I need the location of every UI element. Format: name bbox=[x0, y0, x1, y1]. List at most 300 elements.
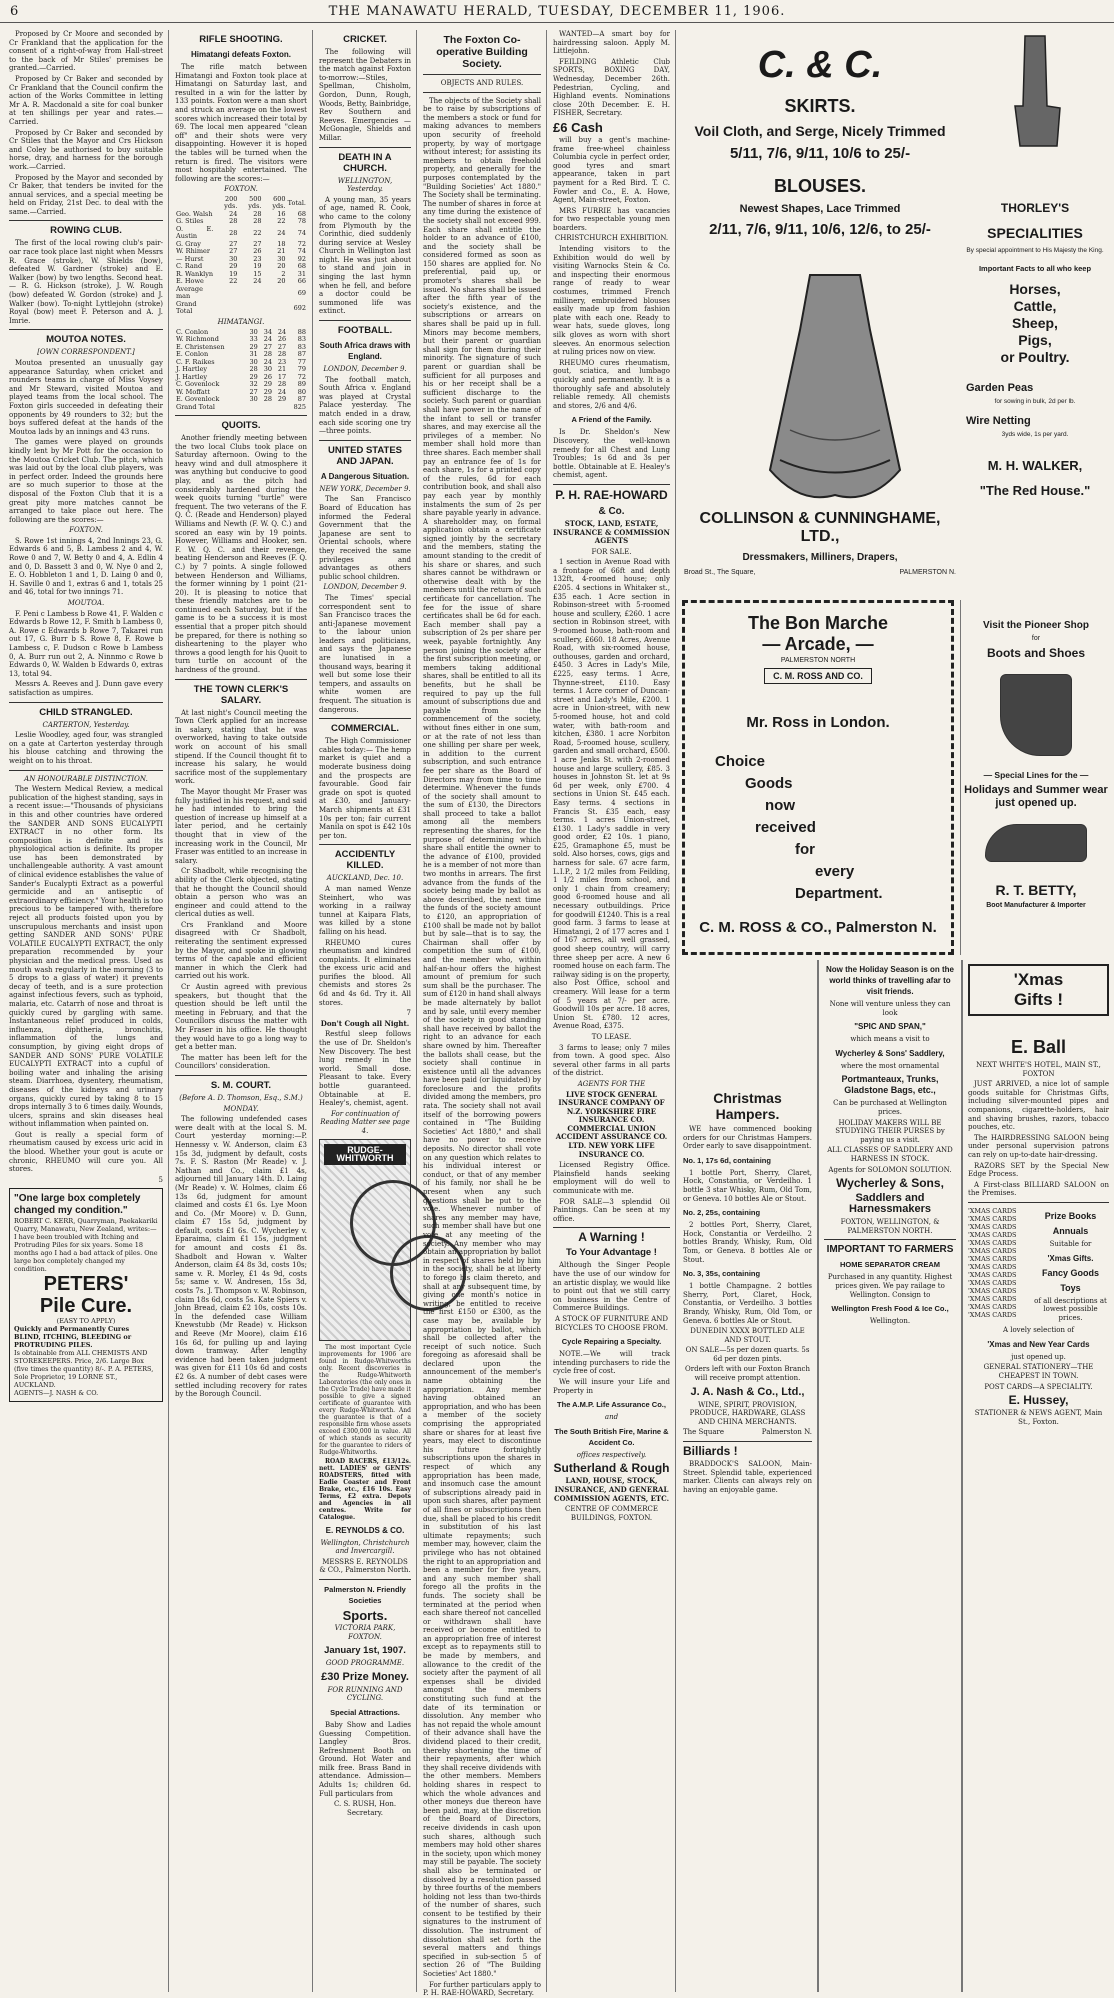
council-motion: Proposed by Cr Moore and seconded by Cr Frankland that the application for the consent of a right-of-way from Hall-street to the back of Mr Stiles' premises be granted.—Carried. bbox=[9, 30, 163, 73]
sports-venue: VICTORIA PARK, FOXTON. bbox=[334, 1623, 396, 1641]
shooter-name: W. Moffatt bbox=[176, 387, 210, 396]
score-cell: 21 bbox=[277, 247, 286, 256]
score-cell bbox=[238, 286, 262, 301]
animal-item: Pigs, bbox=[1018, 332, 1052, 348]
score-cell: 83 bbox=[297, 335, 306, 343]
shooter-name: C. Conlon bbox=[176, 327, 209, 336]
wycherley-saddlery: Wycherley & Sons' Saddlery, bbox=[835, 1048, 945, 1058]
column-2 bbox=[170, 30, 313, 1992]
wycherley-sons: Wycherley & Sons, bbox=[836, 1176, 944, 1191]
collinson-footer bbox=[680, 510, 960, 590]
score-cell: 26 bbox=[277, 335, 287, 343]
choice-word: Choice bbox=[715, 753, 766, 770]
ad-body: Restful sleep follows the use of Dr. Sheldon's New Discovery. The best lung remedy in the world. Small dose. Pleasant to take. Every bottle guaranteed. Obtainable at E. Healey's, chemist, agent. bbox=[319, 1030, 411, 1108]
rw-agent: E. REYNOLDS & CO. bbox=[325, 1525, 405, 1535]
score-cell: 30 bbox=[263, 365, 272, 373]
hairdressing: The HAIRDRESSING SALOON being under personal supervision patrons can rely on up-to-date hair-dressing. bbox=[968, 1133, 1109, 1159]
score-cell: 27 bbox=[229, 239, 238, 248]
cards-block bbox=[968, 1207, 1109, 1324]
hampers-column bbox=[678, 960, 818, 1992]
column-header: 500 yds. bbox=[248, 194, 262, 211]
thorley-facts: Important Facts to all who keep bbox=[978, 264, 1092, 273]
pioneer-boots: Boots and Shoes bbox=[986, 646, 1085, 660]
xmas-gifts-1: 'Xmas bbox=[1013, 970, 1064, 989]
rae-howard-co: & Co. bbox=[598, 505, 625, 517]
firm-address: Broad St., The Square, bbox=[684, 569, 756, 576]
hamper-3-heading: No. 3, 35s, containing bbox=[683, 1269, 761, 1279]
skirts-prices: 5/11, 7/6, 9/11, 10/6 to 25/- bbox=[729, 145, 911, 162]
xmas-cards-list bbox=[968, 1207, 1028, 1324]
offices-line: offices respectively. bbox=[576, 1450, 647, 1459]
score-cell: 28 bbox=[249, 365, 258, 373]
subhead-rifle: Himatangi defeats Foxton. bbox=[190, 50, 291, 59]
sports-club: Palmerston N. Friendly Societies bbox=[324, 1584, 406, 1605]
headline-commercial: COMMERCIAL. bbox=[330, 723, 400, 735]
boot-icon bbox=[1000, 674, 1072, 756]
article-body: The High Commissioner cables today:— The hemp market is quiet and a moderate business doing and the prospects are favourable. Good fair grade on spot is quoted at £30, and January-March shipments at £31 10s per ton; fair current Manila on spot is £42 10s per ton. bbox=[319, 737, 411, 840]
xmas-card-line: 'XMAS CARDS bbox=[968, 1230, 1017, 1239]
holiday-column bbox=[818, 960, 962, 1992]
score-cell: 23 bbox=[277, 357, 287, 366]
xmas-card-line: 'XMAS CARDS bbox=[968, 1262, 1017, 1271]
thorley-ad bbox=[960, 30, 1110, 590]
animal-item: Sheep, bbox=[1012, 315, 1058, 331]
dateline: WELLINGTON, Yesterday. bbox=[337, 176, 393, 194]
score-cell bbox=[262, 286, 286, 301]
walker-name: M. H. WALKER, bbox=[987, 458, 1083, 473]
xmas-card-line: 'XMAS CARDS bbox=[968, 1206, 1017, 1215]
classified-ad: RHEUMO cures rheumatism, gout, sciatica, and lumbago quickly and permanently. It is a thoroughly safe and absolutely reliable remedy. All chemists and stores, 2/6 and 4/6. bbox=[553, 358, 670, 410]
shoe-icon bbox=[985, 824, 1087, 862]
article-body: The games were played on grounds kindly lent by Mr Pott for the occasion to the Moutoa Cricket Club. The pitch, which was laid out by the local club players, was in perfect order. Indeed the grounds here are so much superior to those at the disposal of the Foxton Club that it is a great pity more matches cannot be arranged to take place out here. The following are the scores:— bbox=[9, 438, 163, 524]
xmas-card-line: 'XMAS CARDS bbox=[968, 1294, 1017, 1303]
council-motion: Proposed by the Mayor and seconded by Cr Baker, that tenders be invited for the annual services, and a special meeting be held on Friday, 21st Dec. to deal with the same.—Carried. bbox=[9, 173, 163, 216]
column-4 bbox=[418, 30, 547, 1998]
xmas-card-line: 'XMAS CARDS bbox=[968, 1286, 1017, 1295]
rae-howard-name: P. H. RAE-HOWARD bbox=[555, 487, 668, 502]
score-cell: 27 bbox=[229, 247, 238, 256]
blouses-prices: 2/11, 7/6, 9/11, 10/6, 12/6, to 25/- bbox=[709, 221, 931, 238]
holiday-makers: HOLIDAY MAKERS WILL BE STUDYING THEIR PURSES by paying us a visit. bbox=[835, 1118, 945, 1144]
court-day: MONDAY. bbox=[223, 1104, 259, 1113]
wycherley-towns: FOXTON, WELLINGTON, & PALMERSTON NORTH. bbox=[840, 1218, 940, 1235]
pioneer-special: — Special Lines for the — bbox=[983, 770, 1089, 780]
article-body: The Times' special correspondent sent to San Francisco traces the anti-Japanese movement to the labour union leaders and politicians, and says the Japanese are lunatised in a thousand ways, bearing it well but some lose their tempers, and assaults on white women are frequent. The situation is dangerous. bbox=[319, 593, 411, 714]
garden-peas-price: for sowing in bulk, 2d per lb. bbox=[994, 398, 1076, 405]
ad-body: Gout is really a special form of rheumatism caused by excess uric acid in the blood. Whether your gout is acute or chronic, RHEUMO will cure you. All stores. bbox=[9, 1130, 163, 1174]
shooter-name: W. Richmond bbox=[176, 335, 219, 343]
article-body: The football match, South Africa v. England was played at Crystal Palace yesterday. The match ended in a draw, each side scoring one try—three points. bbox=[319, 375, 411, 436]
score-cell: 30 bbox=[249, 327, 258, 336]
solomon-agents: Agents for SOLOMON SOLUTION. bbox=[828, 1165, 952, 1174]
suitable-for: Suitable for bbox=[1049, 1239, 1092, 1248]
building-society-rules: The objects of the Society shall be to raise by subscriptions of the members a stock or fund for making advances to members upon security of freehold property, by way of mortgage without interest; for assisting its members to obtain freehold property, and generally for the purposes contemplated by the "Building Societies' Act 1880." The Society shall be terminating. The number of shares in force at any time during the existence of the society shall not exceed 999. Each share shall entitle the holder to an advance of £100, and the society shall be considered formed as soon as 150 shares are applied for. No preferential, paid up, or promoter's shares shall be issued. No shares shall be issued after the fifth year of the society's existence, and the subscriptions or arrears on shares shall be paid up in full. Minors may become members, but their parent or guardian shall sign for them during their minority. The signature of such parent or guardian shall be sufficient for all purposes and his or her receipt shall be a sufficient discharge to the society. Such parent or guardian shall have power in the name of the infant to sell or transfer shares, and may exercise all the privileges of a member. No member shall hold more than three shares. Each member shall pay an entrance fee of 1s for each share, 1s for a printed copy of the rules, 6d for each contribution book, and shall also pay each year by monthly instalments the sum of 2s per share payable yearly in advance. A shareholder may, on formal application obtain a certificate signed jointly by the secretary and the members, stating the amount standing to the credit of his share or shares, and such shares cannot be withdrawn or otherwise dealt with by the members until the return of such certificate for cancellation. The fee for the issue of share certificates shall be 6d for each. Each member shall pay a subscription of 2s per share per week, payable fortnightly. Any person joining the society after the first subscription meeting, or members taking additional shares, shall be entitled to all its benefits, but he shall be required to pay up the full amount of subscriptions due and payable from the commencement of the society, without fines either in one sum, or at the rate of not less than one shilling per share per week, in addition to the current subscription, and such entrance fee per share as the Board of Directors may from time to time determine. Whenever the funds of the society shall amount to the sum of £130, the Directors shall proceed to take a ballot among all the members representing the shares, for the purpose of determining which share shall entitle the owner to the advance of £100, provided he is a member of not more than two months in arrears. The first advance from the funds of the society being made by ballot as above described, the next time the funds of the society amount to £120, an appropriation of £100 shall be made not by ballot but by sale—that is to say, the Chairman shall offer by competition the sum of £100, and the member who, within half-an-hour offers the highest amount of premium for such sum shall be the purchaser. The sum of £120 in hand shall always be made alternately by ballot and by sale, until every member of the society in good standing shall have received by ballot the right to an advance for each share owned by him. Thereafter the ballots shall cease, but the society shall continue in existence until all the advances have been paid (or liquidated) by foreclosure and the profits divided among the members, pro rata. The society shall not avail itself of the borrowing powers contained in "The Building Societies' Act 1880," and shall have no power to receive deposits. No director shall vote on any question which relates to his individual interest or conduct, or that of any member of his family, nor shall he be present when any such questions shall be put to the vote. Whenever number of shares any member may have, such member shall have but one vote at any meeting of the society. Any member who may obtain an appropriation by ballot in respect of shares held by him in the society, shall be at liberty to forego his claim thereto, and shall at any subsequent time, by giving one month's notice in writing, be entitled to receive the first £150 or £300, as the case may be, available by appropriation by ballot, which shall be collected after the receipt of such notice. Such foregoing as aforesaid shall be declared upon the announcement of the member's name obtaining the appropriation. Any member having obtained an appropriation, and who has been a member of the society comprising the appropriated share or shares for at least five years, may elect to discontinue his future fortnightly subscriptions upon the shares in respect of which any appropriation has been made, and insomuch case the amount of subscriptions already paid in upon such shares, after payment of all fines or subscriptions then due, shall be placed to his credit in substitution of his last ultimate repayments; such member may, however, claim the privilege who has not obtained the right to an appropriation and been a member for five years, and any such member shall forego all the profits in the funds. The society shall be terminated at the period when each share thereof not cancelled or withdrawn shall have received or become entitled to an appropriation free of interest except as to repayments still to be made by members, and allowance to the credit of the society after the payment of all expenses shall be divided amongst the members constituting such fund at the date of its termination or dissolution. Any member who has not repaid the whole amount of their advance shall have the dividend placed to their credit, thereby shortening the time of their repayments, after which they shall receive dividends with the other members. Members holding shares in respect to which the whole advances and other moneys due thereon have been paid, may, at the discretion of the Board of Directors, receive dividends in cash upon such shares, although such members may hold other shares in the society, upon which money may still be payable. The society shall also be terminated or dissolved by a resolution passed by three fourths of the members holding not less than two-thirds of the number of shares, such consent to be testified by their signatures to the instrument of dissolution. The instrument of dissolution shall set forth the several matters and things specified in sub-section 5 of section 26 of "The Building Societies' Act 1880." bbox=[423, 96, 542, 1979]
headline-child: CHILD STRANGLED. bbox=[39, 706, 133, 718]
article-body: Cr Austin agreed with previous speakers, but thought that the question should be left until the meeting in February, and that the Councillors discuss the matter with Mr Fraser in his office. He thought they would have to go a long way to get a better man. bbox=[175, 983, 307, 1052]
article-body: A young man, 35 years of age, named R. Cook, who came to the colony from Plymouth by the Corinthic, died suddenly during service at Wesley Church in Wellington last night. He was just about to stand and join in singing the last hymn when he fell, and before a doctor could be summoned life was extinct. bbox=[319, 195, 411, 316]
dateline: CARTERTON, Yesterday. bbox=[42, 720, 130, 729]
collinson-ad bbox=[680, 30, 960, 290]
sr-sub: LAND, HOUSE, STOCK, INSURANCE, AND GENERAL COMMISSION AGENTS, ETC. bbox=[553, 1476, 670, 1503]
pioneer-for: for bbox=[1031, 635, 1041, 642]
stationery-line: GENERAL STATIONERY—THE CHEAPEST IN TOWN. bbox=[983, 1363, 1094, 1381]
peters-testimonial: ROBERT C. KERR, Quarryman, Paekakariki Quarry, Manawatu, New Zealand, writes:— I have been troubled with Itching and Protruding Piles for six years. Some 18 months ago I had a bad attack of piles. One large box completely changed my condition. bbox=[14, 1217, 158, 1274]
column-header: Total. bbox=[287, 198, 306, 207]
animal-item: or Poultry. bbox=[1000, 349, 1070, 365]
score-cell: 26 bbox=[253, 247, 262, 256]
portmanteaux: Portmanteaux, Trunks, Gladstone Bags, etc., bbox=[841, 1074, 939, 1096]
shooter-name: G. Gray bbox=[176, 239, 201, 248]
score-cell: 20 bbox=[277, 262, 286, 271]
insurance-agencies: LIVE STOCK GENERAL INSURANCE COMPANY OF N.Z. YORKSHIRE FIRE INSURANCE CO. COMMERCIAL UNION ACCIDENT ASSURANCE CO. LTD. NEW YORK LIFE INSURANCE CO. bbox=[555, 1089, 668, 1159]
property-listings: 1 section in Avenue Road with a frontage of 66ft and depth 132ft, 4-roomed house; only £205. 4 sections in Whitaker st., £35 each. 1 Acre section in Robinson-street with 5-roomed house and scullery, £260. 1 acre section in Robinson street, with 9-roomed house, bath-room and scullery, £660. 18 Acres, Avenue Road, with six-roomed house, outhouses, garden and orchard, £450. 3 Acres in Lady's Mile, £225, easy terms. 1 Acre, Thynne-street, £110. Easy terms. 1 Acre corner of Duncan-street and Lady's Mile, £200. 1 acre in Union-street, with new 5-roomed house, hot and cold water, with bath-room and kitchen, £380. 1 acre Norbiton Road, 5-roomed house, scullery, garden and small orchard, £500. 1 acre Jenks St. with 2-roomed house and large scullery, £85. 3 houses in Johnston St. let at 9s 6d per week, only £700. 4 sections in Union St. £45 each. Easy terms. 4 sections in Francis St. £35 each, easy terms. 1 acres Union-street, £130. 1 Lady's saddle in very good order, £2 10s. 1 piano, £25, Gramaphone £5, must be sold. Also horses, cows, gigs and harness for sale. 67 acre farm, L.I.P., 2 1/2 miles from Feilding, 1 1/2 miles from school, and only 1 chain from creamery; good 6-roomed house and all necessary outbuildings. Price for goodwill £1240. This is a real good farm. 3 farms to lease at Himatangi, 2 of 177 acres and 1 of 167 acres, all well grassed, good sheep country, will carry three sheep per acre. A new 6 roomed house on each farm. The railway siding is on the property, also Post Office, school and creamery. Will lease for a term of 5 years at 7/- per acre. Goodwill 10s per acre. 18 acres, Union St. £780. 12 acres, Avenue Road, £375. bbox=[553, 558, 671, 1031]
score-cell: 24 bbox=[277, 228, 286, 237]
article-body: Cr Shadbolt, while recognising the ability of the Clerk objected, stating that he thought the Council should obtain a person who was an engineer and could attend to the clerical duties as well. bbox=[175, 867, 307, 919]
column-3 bbox=[314, 30, 417, 1992]
article-body: The San Francisco Board of Education has informed the Federal Government that the Japanese are sent to Oriental schools, where they received the same privileges and advantages as others public school children. bbox=[319, 495, 411, 581]
score-cell: 72 bbox=[297, 239, 306, 248]
council-motion: Proposed by Cr Baker and seconded by Cr Stiles that the Mayor and Crs Hickson and Coley be authorised to buy suitable horse, dray, and harness for the borough work.—Carried. bbox=[9, 128, 163, 171]
red-house: "The Red House." bbox=[979, 483, 1091, 498]
article-body: Leslie Woodley, aged four, was strangled on a gate at Carterton yesterday through his blouse catching and throwing the weight on to his throat. bbox=[9, 731, 163, 765]
nash-sub: WINE, SPIRIT, PROVISION, PRODUCE, HARDWARE, GLASS AND CHINA MERCHANTS. bbox=[689, 1400, 806, 1426]
shooter-name: G. Stiles bbox=[176, 217, 204, 226]
column-header: 600 yds. bbox=[272, 194, 286, 211]
classified-ad: MRS FURRIE has vacancies for two respectable young men boarders. bbox=[553, 206, 670, 232]
score-text: F. Peni c Lambess b Rowe 41, F. Walden c Edwards b Rowe 12, F. Smith b Lambess 0, A. Rowe c Edwards b Rowe 7, Takarei run out 17, G. Burr b S. Rowe 8, F. Rowe b Lambess c, F. Dudson c Rowe b Lambess 0, A. Burr run out 2, A. Ninnmo c Rowe b Edwards 0, W. Walden b Edwards 0, extras 13, total 94. bbox=[9, 609, 163, 678]
score-cell: 29 bbox=[229, 262, 238, 271]
score-row bbox=[175, 286, 307, 301]
score-cell: 68 bbox=[297, 209, 306, 218]
annuals: Annuals bbox=[1052, 1225, 1089, 1236]
hamper-2-contents: 2 bottles Port, Sherry, Claret, Hock, Constantia or Verdeilho. 2 bottles Brandy, Whisky, Rum, Old Tom, or Geneva. 8 bottles Ale or Stout. bbox=[683, 1221, 812, 1264]
xmas-gifts-box bbox=[968, 964, 1109, 1016]
headline-moutoa: MOUTOA NOTES. bbox=[46, 334, 126, 346]
score-cell: 89 bbox=[297, 380, 306, 388]
garden-peas: Garden Peas bbox=[966, 382, 1034, 394]
headline-cricket: CRICKET. bbox=[343, 34, 387, 45]
pioneer-ad bbox=[960, 600, 1111, 955]
dateline: LONDON, December 9. bbox=[323, 365, 407, 374]
selection-line: A lovely selection of bbox=[1002, 1326, 1075, 1335]
ad-body: The Western Medical Review, a medical publication of the highest standing, says in a recent issue:—"Thousands of physicians in this and other countries have ordered the SANDER AND SONS EUCALYPTI EXTRACT in no other form. Its composition is definite and its physiological action is definite. Its proper use has been demonstrated by unchallengeable authority. A vast amount of clinical evidence establishes the value of Sander's Eucalypti Extract as a powerful germicide and an antiseptic of extraordinary efficiency." Your health is too precious to be tampered with, therefore reject all products foisted upon you by unscrupulous merchants and insist upon getting SANDER AND SONS' PURE VOLATILE EUCALYPTI EXTRACT, the only preparation recommended by your physician and the medical press. Used as mouth wash regularly in the morning (3 to 5 drops to a glass of water) it prevents decay of teeth, and is a sure protection against infectious fevers, such as typhoid, malaria, etc. Catarrh of nose and throat is quickly cured by gargling with same. Instantaneous relief produced in colds, influenza, diphtheria, bronchitis, inflammation of the lungs and consumption, by giving eight drops of SANDER AND SONS' PURE VOLATILE EUCALYPTI EXTRACT into a cupful of boiling water and inhaling the arising steam. Diarrhoea, dysentery, rheumatism, diseases of the kidneys and urinary organs, quickly cured by taking 8 to 15 drops internally 3 to 6 times daily. Wounds, ulcers, sprains and skin diseases heal without inflammation when painted on. bbox=[9, 785, 163, 1129]
betty-sub: Boot Manufacturer & Importer bbox=[986, 902, 1086, 909]
headline-death: DEATH IN A CHURCH. bbox=[338, 151, 392, 174]
bon-marche-firm: C. M. ROSS AND CO. bbox=[764, 668, 872, 684]
xmas-gifts-label: 'Xmas Gifts. bbox=[1047, 1253, 1094, 1263]
sports-date: January 1st, 1907. bbox=[324, 1645, 406, 1657]
total-value: 825 bbox=[293, 402, 306, 411]
subhead-football: South Africa draws with England. bbox=[319, 341, 411, 362]
score-cell: 29 bbox=[249, 372, 258, 381]
score-cell: 66 bbox=[297, 277, 306, 286]
shooter-name: Geo. Walsh bbox=[176, 209, 213, 218]
rw-brand: RUDGE-WHITWORTH bbox=[324, 1144, 406, 1165]
score-cell bbox=[214, 286, 238, 301]
hussey-name: E. Hussey, bbox=[1008, 1393, 1069, 1408]
score-cell: 74 bbox=[297, 247, 306, 256]
xmas-card-line: 'XMAS CARDS bbox=[968, 1238, 1017, 1247]
ad-number: 7 bbox=[406, 1009, 411, 1018]
firm-city: PALMERSTON N. bbox=[899, 569, 956, 576]
hussey-sub: STATIONER & NEWS AGENT, Main St., Foxton. bbox=[974, 1409, 1103, 1426]
agents-for: AGENTS FOR THE bbox=[577, 1079, 646, 1088]
sports-prize: £30 Prize Money. bbox=[321, 1670, 409, 1683]
score-cell: 28 bbox=[263, 395, 272, 403]
byline: [OWN CORRESPONDENT.] bbox=[37, 348, 135, 357]
shooter-name: J. Hartley bbox=[176, 372, 208, 381]
ball-name: E. Ball bbox=[1010, 1037, 1067, 1057]
classified-ad: Is Dr. Sheldon's New Discovery, the well-known remedy for all Chest and Lung Troubles; 1s 6d and 3s per bottle. Obtainable at E. Healey's chemist, agent. bbox=[553, 428, 670, 480]
stock-line: A STOCK OF FURNITURE AND BICYCLES TO CHOOSE FROM. bbox=[555, 1314, 668, 1332]
insure-line: We will insure your Life and Property in bbox=[553, 1377, 670, 1395]
xmas-card-line: 'XMAS CARDS bbox=[968, 1270, 1017, 1279]
shooter-name: Average man bbox=[176, 284, 203, 301]
rw-text: The most important Cycle improvements for 1906 are found in Rudge-Whitworths only. Recent discoveries in the Rudge-Whitworth Laboratories (the only ones in the Cycle Trade) have made it possible to give a signed certificate of guarantee with every Rudge-Whitworth. And the guarantee is that of a responsible firm whose assets exceed £300,000 in value. All of which stands as security for the guarantee to riders of Rudge-Whitworths. bbox=[319, 1343, 411, 1456]
sports-attr-heading: Special Attractions. bbox=[330, 1707, 400, 1717]
amp-line: The A.M.P. Life Assurance Co., bbox=[557, 1400, 666, 1410]
thorley-appointment: By special appointment to His Majesty the King. bbox=[966, 247, 1104, 254]
choice-word: for bbox=[795, 841, 815, 858]
shooter-name: O. E. Austin bbox=[176, 224, 214, 241]
choice-word: Goods bbox=[745, 775, 793, 792]
skirt-icon bbox=[750, 270, 920, 510]
fancy-goods: Fancy Goods bbox=[1041, 1267, 1099, 1278]
sbf-line: The South British Fire, Marine & Accident Co. bbox=[554, 1426, 669, 1447]
pioneer-heading: Visit the Pioneer Shop bbox=[983, 620, 1089, 631]
score-cell: 83 bbox=[297, 342, 306, 351]
warning-headline: A Warning ! bbox=[578, 1230, 645, 1245]
peters-name: PETERS' bbox=[43, 1273, 129, 1296]
score-cell: 92 bbox=[297, 254, 306, 263]
spic-span: "SPIC AND SPAN," bbox=[854, 1022, 926, 1032]
rudge-whitworth-ad bbox=[319, 1139, 411, 1341]
animal-item: Cattle, bbox=[1013, 298, 1057, 314]
score-row bbox=[175, 226, 307, 241]
and-line: and bbox=[604, 1413, 619, 1422]
ad-headline: Don't Cough all Night. bbox=[320, 1018, 410, 1028]
animals-list bbox=[960, 281, 1110, 366]
headline-court: S. M. COURT. bbox=[210, 1079, 272, 1091]
choice-word: Department. bbox=[795, 885, 883, 902]
peters-agent: AGENTS—J. NASH & CO. bbox=[14, 1389, 99, 1398]
score-cell: 27 bbox=[249, 387, 258, 396]
headline-accident: ACCIDENTLY KILLED. bbox=[334, 849, 396, 872]
holiday-purchased: Can be purchased at Wellington prices. bbox=[833, 1099, 947, 1116]
article-body: Crs Frankland and Moore disagreed with Cr Shadbolt, reiterating the sentiment expressed by the Mayor, and spoke in glowing terms of the capable and efficient manner in which the Clerk had carried out his work. bbox=[175, 920, 307, 981]
team-label: FOXTON. bbox=[224, 185, 258, 194]
holiday-where: where the most ornamental bbox=[840, 1061, 940, 1070]
thorley-name: THORLEY'S bbox=[1000, 201, 1070, 215]
lease-listings: 3 farms to lease; only 7 miles from town. A good spec. Also several other farms in all parts of the district. bbox=[553, 1043, 670, 1078]
just-arrived: JUST ARRIVED, a nice lot of sample goods suitable for Christmas Gifts, including silver-mounted pipes and companions, cigarette-holders, hair and shaving brushes, razors, tobacco pouches, etc. bbox=[968, 1080, 1109, 1132]
xmas-card-line: 'XMAS CARDS bbox=[968, 1310, 1017, 1319]
hamper-3-contents: 1 bottle Champagne. 2 bottles Sherry, Port, Claret, Hock, Constantia, or Verdeilho. 3 bottles Brandy, Whisky, Rum, Old Tom, or Geneva. 6 bottles Ale or Stout. bbox=[683, 1282, 812, 1325]
score-cell: 20 bbox=[277, 277, 286, 286]
score-cell: 29 bbox=[249, 342, 258, 351]
registry-office: Licensed Registry Office. Plainsfield hands seeking employment will do well to communicate with me. bbox=[553, 1161, 670, 1196]
thorley-specialities: SPECIALITIES bbox=[987, 225, 1083, 241]
total-label: Grand Total bbox=[176, 299, 197, 316]
score-cell: 72 bbox=[297, 372, 306, 381]
shooter-name: C. Govenlock bbox=[176, 380, 220, 388]
shooter-name: E. Christensen bbox=[176, 342, 225, 351]
bon-marche-arcade: — Arcade, — bbox=[762, 634, 874, 654]
score-table-himatangi bbox=[175, 329, 307, 412]
choice-goods bbox=[685, 751, 951, 905]
shooter-name: J. Hartley bbox=[176, 365, 208, 373]
column-header: 200 yds. bbox=[224, 194, 238, 211]
sports-secretary: C. S. RUSH, Hon. Secretary. bbox=[333, 1800, 397, 1817]
choice-word: received bbox=[755, 819, 816, 836]
bon-marche-city: PALMERSTON NORTH bbox=[780, 657, 856, 664]
masthead bbox=[0, 0, 1114, 23]
hand-pointer-icon bbox=[1005, 36, 1065, 156]
xmas-card-line: 'XMAS CARDS bbox=[968, 1222, 1017, 1231]
shooter-name: E. Conlon bbox=[176, 350, 209, 358]
toys: Toys bbox=[1060, 1282, 1081, 1293]
skirt-illustration bbox=[750, 270, 920, 510]
hamper-1-contents: 1 bottle Port, Sherry, Claret, Hock, Constantia, or Verdeilho. 1 bottle 3 star Whisky, Rum, Old Tom, or Geneva. 10 bottles Ale or Stout. bbox=[683, 1168, 812, 1203]
score-cell: 31 bbox=[249, 350, 258, 358]
score-cell: 19 bbox=[253, 262, 262, 271]
team-label: FOXTON. bbox=[69, 526, 103, 535]
score-cell: 17 bbox=[277, 372, 287, 381]
score-cell: 32 bbox=[249, 380, 258, 388]
score-cell: 78 bbox=[297, 217, 306, 226]
xmas-column bbox=[962, 960, 1114, 1992]
article-body: The rifle match between Himatangi and Foxton took place at Himatangi on Saturday last, and resulted in a win for the latter by 133 points. Foxton were a man short and struck an average on the lowest scores which increased their total by 69. The local men appeared "clean off" and their shots were very disappointing. However it is hoped the tables will be turned when the return is fired. The visitors were most hospitably entertained. The following are the scores:— bbox=[175, 63, 307, 183]
rw-agent-sub: Wellington, Christchurch and Invercargill. bbox=[320, 1538, 410, 1556]
score-cell: 24 bbox=[277, 387, 287, 396]
wire-netting-price: 3yds wide, 1s per yard. bbox=[1001, 431, 1069, 438]
exhibition-headline: CHRISTCHURCH EXHIBITION. bbox=[554, 234, 669, 243]
xmas-card-line: 'XMAS CARDS bbox=[968, 1214, 1017, 1223]
score-cell: 24 bbox=[277, 327, 287, 336]
score-cell: 16 bbox=[277, 209, 286, 218]
note-line: NOTE.—We will track intending purchasers to ride the cycle free of cost. bbox=[553, 1350, 670, 1376]
score-cell: 34 bbox=[263, 327, 272, 336]
xmas-new-year-cards: 'Xmas and New Year Cards bbox=[987, 1339, 1090, 1349]
shooter-name: W. Rhimer bbox=[176, 247, 210, 256]
score-cell: 28 bbox=[229, 217, 238, 226]
wff-name: Wellington Fresh Food & Ice Co., bbox=[831, 1304, 949, 1314]
article-body: The Mayor thought Mr Fraser was fully justified in his request, and said he had intended to bring the question of increase up himself at a later period, and he certainly thought that in view of the increasing work in the Council, Mr Fraser was entitled to an increase in salary. bbox=[175, 787, 307, 865]
score-cell: 87 bbox=[297, 395, 306, 403]
building-society-headline: The Foxton Co-operative Building Society. bbox=[436, 34, 528, 70]
peters-ad bbox=[9, 1188, 163, 1402]
score-cell: 23 bbox=[253, 254, 262, 263]
score-cell: 22 bbox=[229, 277, 238, 286]
holiday-none: None will venture unless they can look bbox=[829, 1000, 951, 1017]
score-cell: 28 bbox=[263, 350, 272, 358]
shooter-name: R. Wanklyn bbox=[176, 269, 214, 278]
hampers-heading: Christmas Hampers. bbox=[713, 1090, 782, 1122]
holiday-which: which means a visit to bbox=[850, 1035, 930, 1044]
cycle-line: Cycle Repairing a Specialty. bbox=[561, 1337, 662, 1347]
hamper-1-heading: No. 1, 17s 6d, containing bbox=[683, 1155, 771, 1165]
subhead-us-japan: A Dangerous Situation. bbox=[320, 471, 410, 481]
peters-easy: (EASY TO APPLY) bbox=[56, 1317, 116, 1326]
article-body: Moutoa presented an unusually gay appearance Saturday, when cricket and rounders teams in charge of Miss Voysey and Mr Steward, visited Moutoa and played teams from the local school. The Foxton girls succeeded in defeating their opponents by 49 rounders to 32; but the boys suffered defeat at the hands of the Moutoa lads by an innings and 43 runs. bbox=[9, 359, 163, 436]
on-sale: ON SALE—5s per dozen quarts. 5s 6d per dozen pints. bbox=[685, 1346, 810, 1363]
headline-quoits: QUOITS. bbox=[221, 420, 261, 431]
building-society-footer: For further particulars apply to P. H. RAE-HOWARD, Secretary. bbox=[423, 1980, 541, 1998]
page-number: 6 bbox=[10, 3, 20, 19]
pioneer-holidays: Holidays and Summer wear just opened up. bbox=[964, 784, 1108, 809]
score-cell: 2 bbox=[281, 269, 286, 278]
xmas-card-line: 'XMAS CARDS bbox=[968, 1278, 1017, 1287]
xmas-gifts-2: Gifts ! bbox=[1013, 990, 1064, 1009]
score-cell: 19 bbox=[229, 269, 238, 278]
billiards-heading: Billiards ! bbox=[683, 1444, 738, 1459]
score-cell: 30 bbox=[249, 357, 258, 366]
warning-subhead: To Your Advantage ! bbox=[566, 1247, 657, 1259]
xmas-card-line: 'XMAS CARDS bbox=[968, 1246, 1017, 1255]
separator-cream: HOME SEPARATOR CREAM bbox=[839, 1260, 940, 1270]
article-body: The matter has been left for the Councillors' consideration. bbox=[175, 1053, 307, 1071]
ball-address: NEXT WHITE'S HOTEL, MAIN ST., FOXTON bbox=[976, 1061, 1101, 1078]
shooter-name: E. Howe bbox=[176, 277, 204, 286]
masthead-title: THE MANAWATU HERALD, TUESDAY, DECEMBER 11, 1906. bbox=[328, 3, 786, 19]
score-cell: 24 bbox=[229, 209, 238, 218]
headline-clerk: THE TOWN CLERK'S SALARY. bbox=[193, 683, 289, 706]
headline-us-japan: UNITED STATES AND JAPAN. bbox=[327, 444, 403, 467]
cream-purchased: Purchased in any quantity. Highest prices given. We pay railage to Wellington. Consign to bbox=[827, 1273, 953, 1299]
score-cell: 77 bbox=[297, 357, 306, 366]
article-body: Another friendly meeting between the two local Clubs took place on Saturday afternoon. Owing to the heavy wind and dull atmosphere it was anything but conducive to good play, and as the pitch had considerably hardened during the week quoits turning "turtle" were frequent. The two veterans of the F. Q. C. (Reade and Henderson) played Williams and Newth (F. W. Q. C.) and scored an easy win by 19 points. However, Williams and Hooker, sen. F. W. Q. C. and their revenge, beating Henderson and Reeves (F. Q. C.) by 7 points. A single followed between Henderson and Williams, the former winning by 1 point (21-20). It is pleasing to notice that these friendly matches are to be continued each Saturday, but if the game is to be a success it is most essential that a proper pitch should be prepared, for there is nothing so disheartening to the player who throws a good length for his Quoit to turn turtle on account of the hardness of the ground. bbox=[175, 434, 307, 675]
score-cell: 30 bbox=[277, 254, 286, 263]
to-lease-heading: TO LEASE. bbox=[591, 1032, 632, 1041]
headline-rifle: RIFLE SHOOTING. bbox=[199, 34, 283, 45]
saddlery-classes: ALL CLASSES OF SADDLERY AND HARNESS IN STOCK. bbox=[827, 1146, 953, 1163]
score-cell: 80 bbox=[297, 387, 306, 396]
sports-for: FOR RUNNING AND CYCLING. bbox=[327, 1685, 403, 1703]
score-cell: 28 bbox=[277, 380, 287, 388]
holiday-heading: Now the Holiday Season is on the world thinks of travelling afar to visit friends. bbox=[825, 965, 955, 996]
for-sale-heading: FOR SALE. bbox=[591, 547, 632, 556]
score-text: S. Rowe 1st innings 4, 2nd Innings 23, G. Edwards 6 and 5, B. Lambess 2 and 4, W. Rowe 0 and 7, W. Betty 0 and 4, A. Edlin 4 and 0, D. Bassett 3 and 0, W. Nye 0 and 2, E. O. Hobbleton 1 and 1, D. Laing 0 and 0, H. Saville 0 and 1, extras 6 and 1, totals 25 and 46, total for two innings 71. bbox=[9, 536, 163, 597]
dateline: NEW YORK, December 9. bbox=[319, 484, 411, 493]
billiard-saloon: A First-class BILLIARD SALOON on the Premises. bbox=[968, 1180, 1109, 1198]
sports-programme: GOOD PROGRAMME. bbox=[325, 1659, 405, 1668]
score-cell: 29 bbox=[263, 387, 272, 396]
bon-marche-ad bbox=[682, 600, 954, 955]
ross-london: Mr. Ross in London. bbox=[746, 714, 890, 731]
choice-word: now bbox=[765, 797, 795, 814]
sports-attractions: Baby Show and Ladies Guessing Competition. Langley Bros. Refreshment Booth on Ground. Hot Water and milk free. Brass Band in attendance. Admission—Adults 1s; children 6d. Full particulars from bbox=[319, 1720, 411, 1798]
skirts-line: Voil Cloth, and Serge, Nicely Trimmed bbox=[694, 123, 946, 139]
score-cell: 28 bbox=[229, 228, 238, 237]
wff-city: Wellington. bbox=[869, 1317, 911, 1326]
score-table-foxton bbox=[175, 196, 307, 316]
warning-body: Although the Singer People have the use of our window for an artistic display, we would like to point out that we still carry on business in the Centre of Commerce Buildings. bbox=[553, 1261, 670, 1313]
classified-ad: FEILDING Athletic Club SPORTS, BOXING DAY, Wednesday, December 26th. Pedestrian, Cycling, and Highland events. Nominations close 20th December. E. H. FISHER, Secretary. bbox=[553, 57, 670, 118]
shooter-name: C. F. Raikes bbox=[176, 357, 215, 366]
peters-availability: Is obtainable from ALL CHEMISTS AND STOREKEEPERS. Price, 2/6. Large Box (five times the quantity) 8/-. P. A. PETERS, Sole Proprietor, 19 LORNE ST., AUCKLAND. bbox=[14, 1349, 154, 1390]
team-label: MOUTOA. bbox=[67, 599, 105, 608]
article-body: The first of the local rowing club's pair-oar race took place last night when Messrs R. Grace (stroke), W. Shields (bow), defeated W. Gardner (stroke) and E. Walker (bow) by two lengths. Second heat.— R. G. Hickson (stroke), J. W. Rough (bow) defeated W. Gordon (stroke) and J. Walker (bow). To-night Lyttlejohn (stroke) Royal (bow) meet F. Peterson and A. J. Imrie. bbox=[9, 239, 163, 325]
score-cell: 27 bbox=[277, 342, 287, 351]
firm-name: COLLINSON & CUNNINGHAME, LTD., bbox=[699, 510, 941, 545]
cc-logo: C. & C. bbox=[757, 44, 883, 86]
score-cell: 31 bbox=[297, 269, 306, 278]
sports-headline: Sports. bbox=[342, 1607, 388, 1623]
shooter-name: E. Govenlock bbox=[176, 395, 220, 403]
shooter-name: C. Rand bbox=[176, 262, 203, 271]
score-cell: 29 bbox=[277, 395, 287, 403]
headline-rowing: ROWING CLUB. bbox=[50, 225, 122, 237]
